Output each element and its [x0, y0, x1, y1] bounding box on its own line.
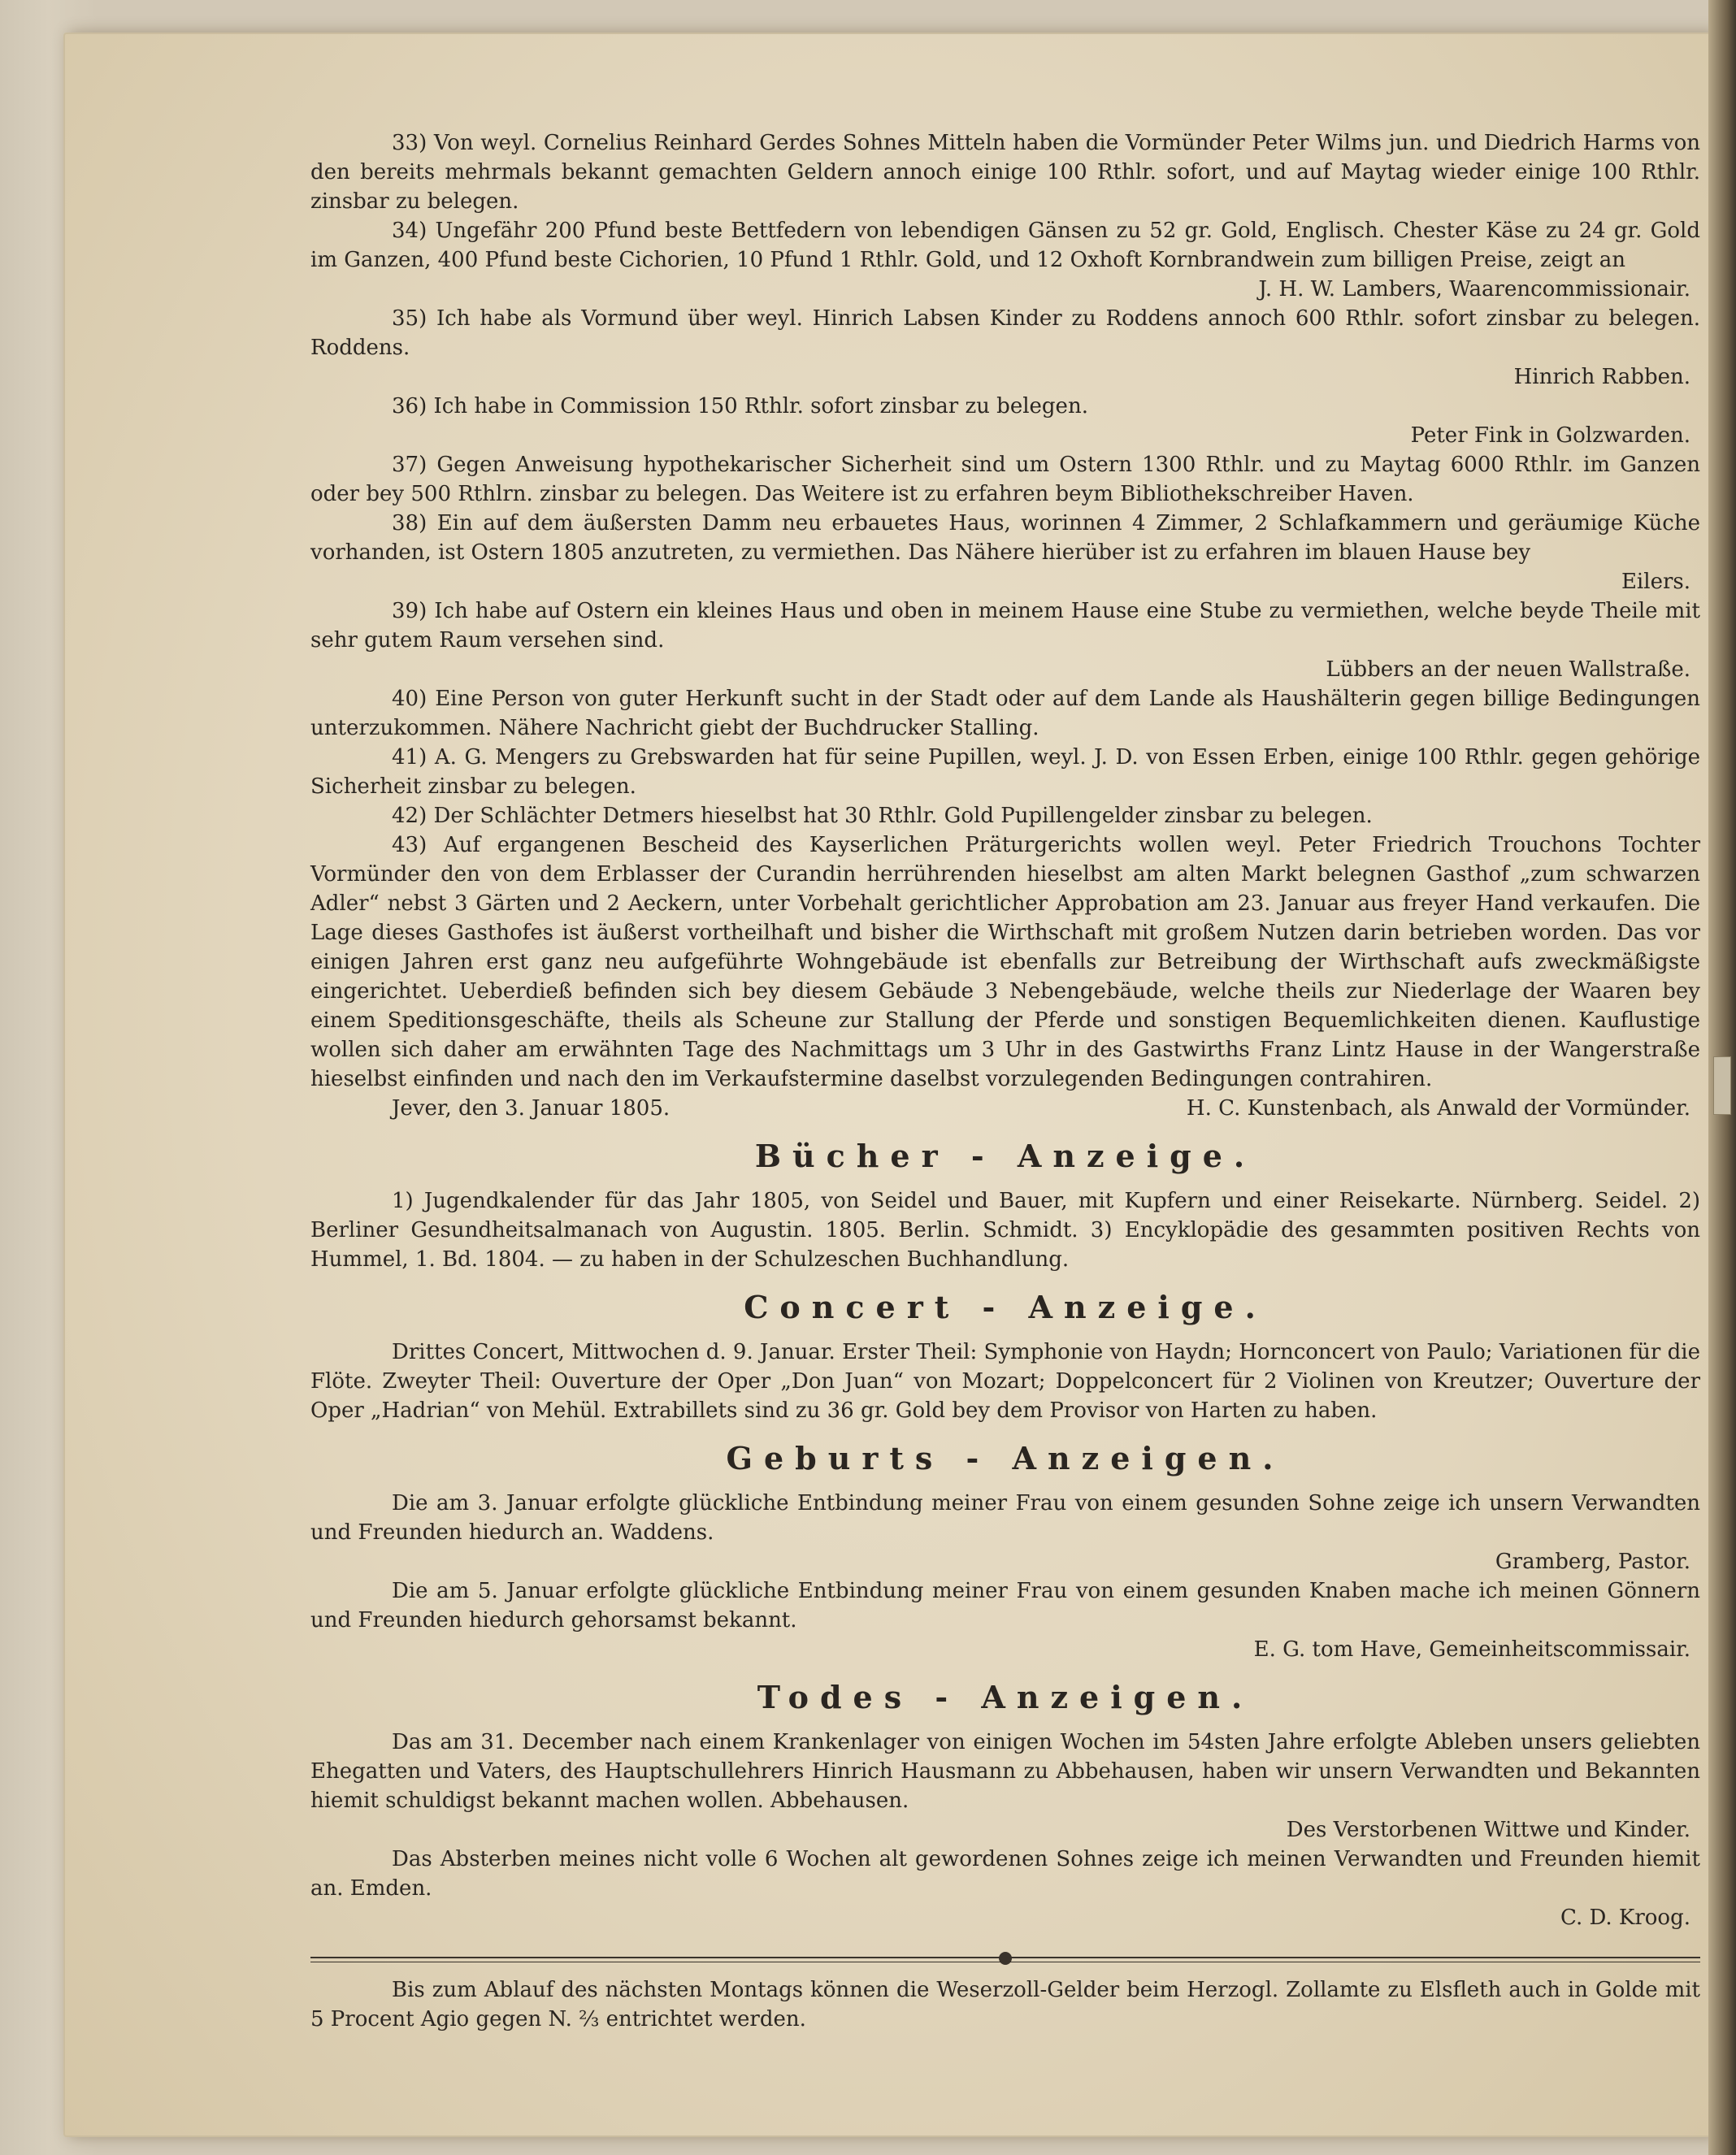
notice-text: Das am 31. December nach einem Krankenlager von einigen Wochen im 54sten Jahre erfolgte Ableben unsers geliebten Ehegatten und Vaters, des Hauptschullehrers Hinrich Hausmann zu Abbehausen, haben wir unsern Verwandten und Bekannten hiemit schuldigst bekannt machen wollen. Abbehausen.: [310, 1730, 1700, 1813]
entry-38: [310, 509, 1700, 567]
birth-notice: [310, 1576, 1700, 1635]
entry-37: [310, 450, 1700, 509]
notice-signature: C. D. Kroog.: [1560, 1906, 1690, 1930]
notice-text: Die am 3. Januar erfolgte glückliche Entbindung meiner Frau von einem gesunden Sohne zeige ich unsern Verwandten und Freunden hiedurch an. Waddens.: [310, 1491, 1700, 1545]
entry-41: [310, 743, 1700, 801]
entry-42: [310, 801, 1700, 830]
entry-signature: J. H. W. Lambers, Waarencommissionair.: [1258, 277, 1690, 301]
entry-number: 40): [392, 687, 427, 711]
entry-text: Ich habe in Commission 150 Rthlr. sofort zinsbar zu belegen.: [433, 394, 1088, 418]
entry-text: Ein auf dem äußersten Damm neu erbauetes Haus, worinnen 4 Zimmer, 2 Schlafkammern und geräumige Küche vorhanden, ist Ostern 1805 anzutreten, zu vermiethen. Das Nähere hierüber ist zu erfahren im blauen Hause bey: [310, 511, 1701, 565]
entry-number: 38): [392, 511, 427, 535]
entry-text: Ich habe als Vormund über weyl. Hinrich Labsen Kinder zu Roddens annoch 600 Rthlr. sofort zinsbar zu belegen. Roddens.: [310, 306, 1700, 360]
notice-signature: Des Verstorbenen Wittwe und Kinder.: [1286, 1818, 1690, 1842]
entry-text: Der Schlächter Detmers hieselbst hat 30 Rthlr. Gold Pupillengelder zinsbar zu belegen.: [433, 804, 1373, 828]
concert-heading: Concert - Anzeige.: [744, 1289, 1267, 1325]
entry-39: [310, 596, 1700, 655]
entry-36: [310, 392, 1700, 421]
entry-text: Ich habe auf Ostern ein kleines Haus und oben in meinem Hause eine Stube zu vermiethen, welche beyde Theile mit sehr gutem Raum versehen sind.: [310, 599, 1700, 653]
births-heading: Geburts - Anzeigen.: [726, 1440, 1285, 1476]
entry-signature: Peter Fink in Golzwarden.: [1410, 423, 1690, 448]
entry-signature: Hinrich Rabben.: [1513, 365, 1690, 389]
entry-text: A. G. Mengers zu Grebswarden hat für seine Pupillen, weyl. J. D. von Essen Erben, einige 100 Rthlr. gegen gehörige Sicherheit zinsbar zu belegen.: [310, 745, 1701, 799]
entry-number: 34): [392, 219, 427, 243]
spine-label: [1713, 1056, 1731, 1115]
entry-text: Eine Person von guter Herkunft sucht in der Stadt oder auf dem Lande als Haushälterin gegen billige Bedingungen unterzukommen. Nähere Nachricht giebt der Buchdrucker Stalling.: [310, 687, 1700, 740]
entry-number: 33): [392, 131, 427, 155]
entry-35: [310, 304, 1700, 362]
notice-text: Das Absterben meines nicht volle 6 Wochen alt gewordenen Sohnes zeige ich meinen Verwandten und Freunden hiemit an. Emden.: [310, 1847, 1700, 1901]
entry-33: [310, 128, 1700, 216]
notice-text: Die am 5. Januar erfolgte glückliche Entbindung meiner Frau von einem gesunden Knaben mache ich meinen Gönnern und Freunden hiedurch gehorsamst bekannt.: [310, 1579, 1700, 1633]
entry-number: 35): [392, 306, 427, 331]
entry-number: 36): [392, 394, 427, 418]
deaths-heading: Todes - Anzeigen.: [757, 1679, 1254, 1715]
dateline-text: Jever, den 3. Januar 1805.: [392, 1096, 671, 1121]
entry-40: [310, 684, 1700, 743]
entry-43: [310, 830, 1700, 1094]
entry-number: 37): [392, 453, 427, 477]
death-notice: [310, 1845, 1700, 1903]
entry-number: 42): [392, 804, 427, 828]
section-divider: [310, 1957, 1700, 1962]
entry-text: Gegen Anweisung hypothekarischer Sicherheit sind um Ostern 1300 Rthlr. und zu Maytag 6000 Rthlr. im Ganzen oder bey 500 Rthlrn. zinsbar zu belegen. Das Weitere ist zu erfahren beym Bibliothekschreiber Haven.: [310, 453, 1700, 506]
entry-signature: Eilers.: [1621, 570, 1690, 594]
concert-text: Drittes Concert, Mittwochen d. 9. Januar. Erster Theil: Symphonie von Haydn; Hornconcert von Paulo; Variationen für die Flöte. Zweyter Theil: Ouverture der Oper „Don Juan“ von Mozart; Doppelconcert für 2 Violinen von Kreutzer; Ouverture der Oper „Hadrian“ von Mehül. Extrabillets sind zu 36 gr. Gold bey dem Provisor von Harten zu haben.: [310, 1340, 1700, 1423]
death-notice: [310, 1728, 1700, 1815]
birth-notice: [310, 1489, 1700, 1547]
entry-signature: Lübbers an der neuen Wallstraße.: [1326, 657, 1690, 682]
divider-ornament: [999, 1952, 1012, 1965]
entry-text: Von weyl. Cornelius Reinhard Gerdes Sohnes Mitteln haben die Vormünder Peter Wilms jun. und Diedrich Harms von den bereits mehrmals bekannt gemachten Geldern annoch einige 100 Rthlr. sofort, und auf Maytag wieder einige 100 Rthlr. zinsbar zu belegen.: [310, 131, 1701, 214]
entry-signature: H. C. Kunstenbach, als Anwald der Vormünder.: [1186, 1096, 1690, 1121]
entry-text: Ungefähr 200 Pfund beste Bettfedern von lebendigen Gänsen zu 52 gr. Gold, Englisch. Chester Käse zu 24 gr. Gold im Ganzen, 400 Pfund beste Cichorien, 10 Pfund 1 Rthlr. Gold, und 12 Oxhoft Kornbrandwein zum billigen Preise, zeigt an: [310, 219, 1700, 272]
books-text: 1) Jugendkalender für das Jahr 1805, von Seidel und Bauer, mit Kupfern und einer Reisekarte. Nürnberg. Seidel. 2) Berliner Gesundheitsalmanach von Augustin. 1805. Berlin. Schmidt. 3) Encyklopädie des gesammten positiven Rechts von Hummel, 1. Bd. 1804. — zu haben in der Schulzeschen Buchhandlung.: [310, 1189, 1700, 1272]
footer-notice: Bis zum Ablauf des nächsten Montags können die Weserzoll-Gelder beim Herzogl. Zollamte zu Elsfleth auch in Golde mit 5 Procent Agio gegen N. ⅔ entrichtet werden.: [310, 1978, 1700, 2031]
notice-signature: Gramberg, Pastor.: [1495, 1550, 1690, 1574]
entry-number: 39): [392, 599, 427, 623]
entry-text: Auf ergangenen Bescheid des Kayserlichen Präturgerichts wollen weyl. Peter Friedrich Trouchons Tochter Vormünder den von dem Erblasser der Curandin herrührenden hieselbst am alten Markt belegnen Gasthof „zum schwarzen Adler“ nebst 3 Gärten und 2 Aeckern, unter Vorbehalt gerichtlicher Approbation am 23. Januar aus freyer Hand verkaufen. Die Lage dieses Gasthofes ist äußerst vortheilhaft und bisher die Wirthschaft mit großem Nutzen darin betrieben worden. Das vor einigen Jahren erst ganz neu aufgeführte Wohngebäude ist ebenfalls zur Betreibung der Wirthschaft aufs zweckmäßigste eingerichtet. Ueberdieß befinden sich bey diesem Gebäude 3 Nebengebäude, welche theils zur Niederlage der Waaren bey einem Speditionsgeschäfte, theils als Scheune zur Stallung der Pferde und sonstigen Bequemlichkeiten dienen. Kauflustige wollen sich daher am erwähnten Tage des Nachmittags um 3 Uhr in des Gastwirths Franz Lintz Hause in der Wangerstraße hieselbst einfinden und nach den im Verkaufstermine daselbst vorzulegenden Bedingungen contrahiren.: [310, 833, 1700, 1091]
notice-signature: E. G. tom Have, Gemeinheitscommissair.: [1253, 1637, 1690, 1662]
page-content: [310, 128, 1700, 2034]
entry-34: [310, 216, 1700, 275]
entry-number: 43): [392, 833, 427, 857]
book-spine: [1708, 0, 1736, 2155]
entry-number: 41): [392, 745, 427, 770]
entry-dateline: [310, 1094, 1700, 1123]
books-heading: Bücher - Anzeige.: [754, 1138, 1256, 1174]
